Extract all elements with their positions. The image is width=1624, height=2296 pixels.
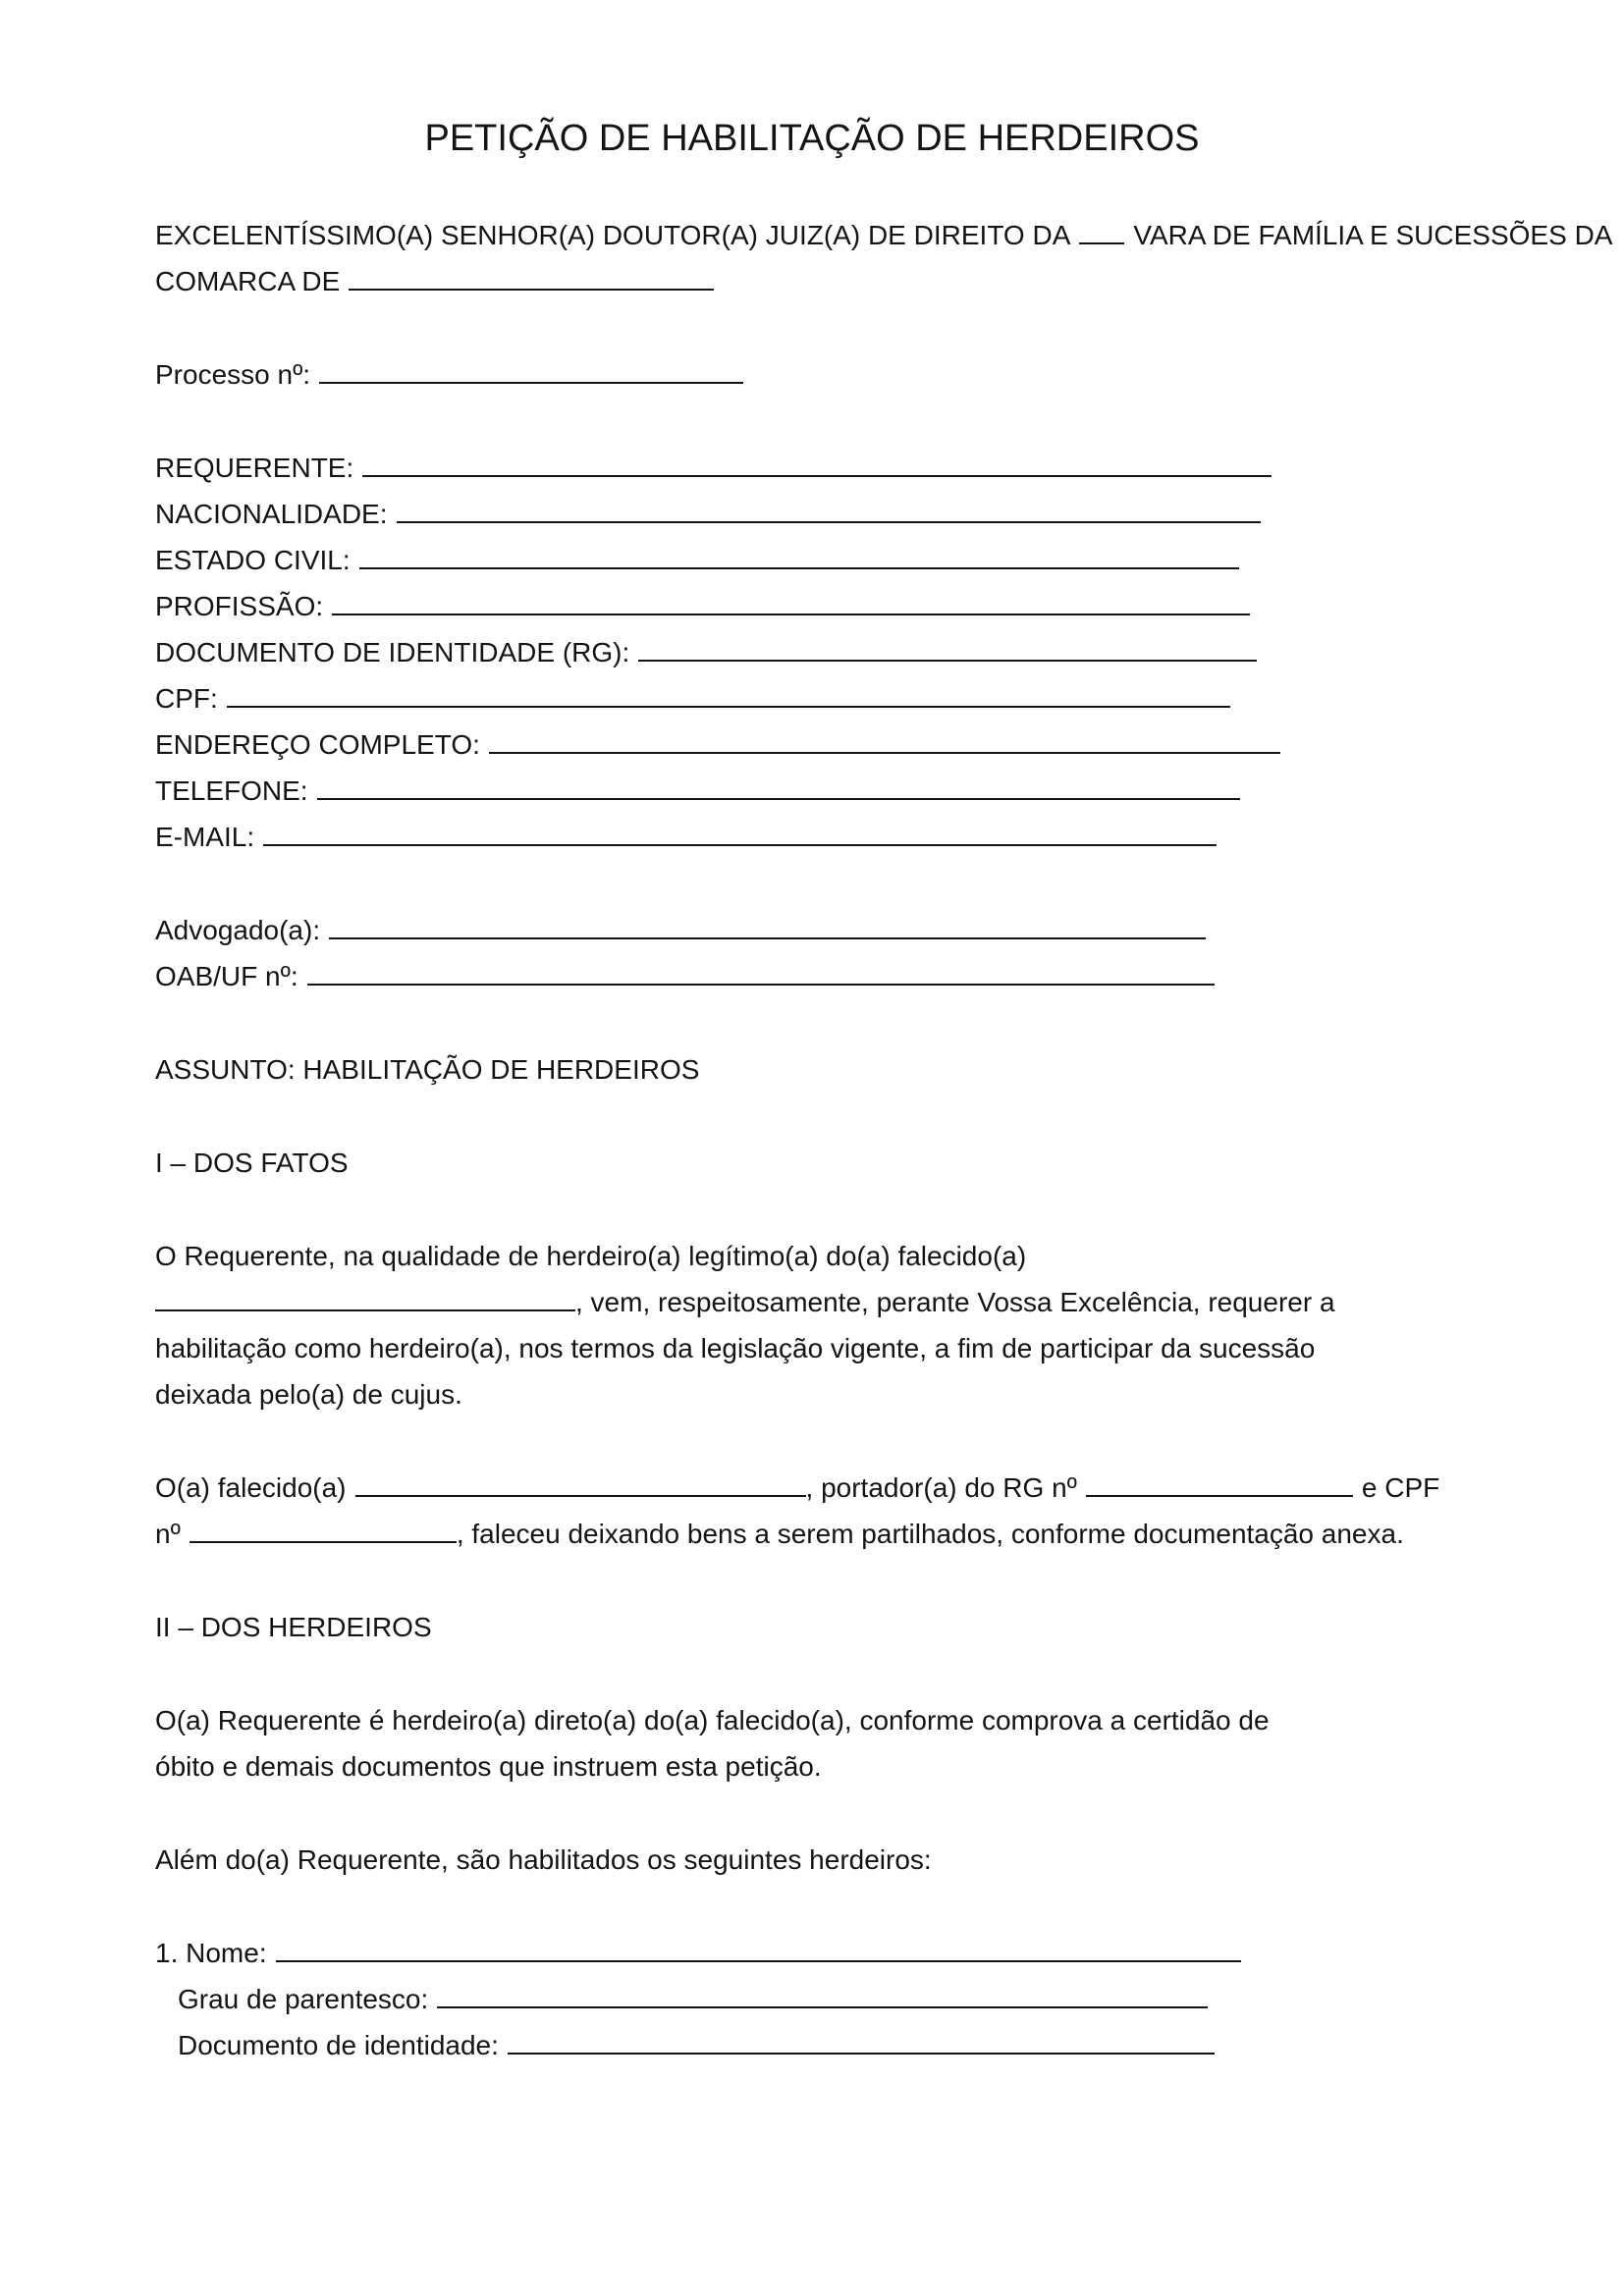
comarca-label: COMARCA DE xyxy=(155,266,341,296)
field-email xyxy=(155,820,1217,855)
fatos-text: O(a) falecido(a) xyxy=(155,1472,347,1503)
vara-number-blank xyxy=(1079,220,1124,244)
field-label: REQUERENTE: xyxy=(155,453,354,483)
field-label: CPF: xyxy=(155,683,218,714)
fatos-paragraph-2-line-2 xyxy=(155,1517,1404,1552)
section-heading-herdeiros: II – DOS HERDEIROS xyxy=(155,1612,432,1642)
field-label: Documento de identidade: xyxy=(178,2030,499,2060)
field-endereco xyxy=(155,727,1280,763)
field-estado-civil xyxy=(155,543,1239,578)
field-label: OAB/UF nº: xyxy=(155,961,298,991)
fatos-text: , vem, respeitosamente, perante Vossa Excelência, requerer a xyxy=(575,1287,1335,1317)
field-blank xyxy=(362,453,1272,477)
subject-line: ASSUNTO: HABILITAÇÃO DE HERDEIROS xyxy=(155,1054,700,1085)
field-blank xyxy=(276,1938,1241,1962)
section-heading-fatos: I – DOS FATOS xyxy=(155,1148,349,1178)
field-blank xyxy=(489,729,1280,754)
herdeiros-paragraph-2: Além do(a) Requerente, são habilitados os seguintes herdeiros: xyxy=(155,1844,932,1875)
field-label: 1. Nome: xyxy=(155,1938,267,1968)
field-advogado xyxy=(155,913,1206,948)
heir-1-kinship xyxy=(178,1982,1208,2017)
field-cpf xyxy=(155,681,1230,717)
field-telefone xyxy=(155,774,1240,809)
address-text-b: VARA DE FAMÍLIA E SUCESSÕES DA xyxy=(1133,220,1613,250)
cpf-number-blank xyxy=(189,1519,457,1543)
herdeiros-paragraph-1-line-1: O(a) Requerente é herdeiro(a) direto(a) do(a) falecido(a), conforme comprova a certidão de xyxy=(155,1705,1270,1735)
fatos-paragraph-1-line-4: deixada pelo(a) de cujus. xyxy=(155,1379,462,1410)
fatos-paragraph-1-line-1: O Requerente, na qualidade de herdeiro(a) legítimo(a) do(a) falecido(a) xyxy=(155,1241,1027,1271)
field-blank xyxy=(437,1984,1208,2008)
field-label: Grau de parentesco: xyxy=(178,1984,429,2014)
field-blank xyxy=(359,545,1239,569)
field-blank xyxy=(227,683,1230,708)
field-label: ENDEREÇO COMPLETO: xyxy=(155,729,480,760)
field-blank xyxy=(317,775,1240,800)
field-label: Advogado(a): xyxy=(155,915,321,945)
field-rg xyxy=(155,635,1257,670)
heir-1-name xyxy=(155,1936,1241,1971)
comarca-blank xyxy=(349,266,714,291)
field-requerente xyxy=(155,451,1272,486)
field-label: NACIONALIDADE: xyxy=(155,499,388,529)
heir-1-id-document xyxy=(178,2028,1215,2063)
rg-number-blank xyxy=(1086,1472,1353,1497)
field-blank xyxy=(638,637,1257,662)
field-label: E-MAIL: xyxy=(155,822,255,852)
fatos-text: , portador(a) do RG nº xyxy=(805,1472,1077,1503)
fatos-paragraph-1-line-2 xyxy=(155,1285,1335,1320)
fatos-text: , faleceu deixando bens a serem partilhados, conforme documentação anexa. xyxy=(456,1519,1404,1549)
herdeiros-paragraph-1-line-2: óbito e demais documentos que instruem esta petição. xyxy=(155,1751,822,1782)
address-text-a: EXCELENTÍSSIMO(A) SENHOR(A) DOUTOR(A) JUIZ(A) DE DIREITO DA xyxy=(155,220,1071,250)
process-blank xyxy=(319,359,743,384)
address-line-2 xyxy=(155,264,714,299)
field-blank xyxy=(508,2030,1215,2055)
field-label: ESTADO CIVIL: xyxy=(155,545,351,575)
field-blank xyxy=(307,961,1215,986)
deceased-name-blank xyxy=(355,1472,806,1497)
field-blank xyxy=(263,822,1217,846)
process-line xyxy=(155,357,743,393)
fatos-text: nº xyxy=(155,1519,181,1549)
fatos-paragraph-2-line-1 xyxy=(155,1470,1439,1506)
fatos-paragraph-1-line-3: habilitação como herdeiro(a), nos termos da legislação vigente, a fim de participar da sucessão xyxy=(155,1333,1316,1363)
field-oab xyxy=(155,959,1215,994)
field-label: TELEFONE: xyxy=(155,775,308,806)
field-blank xyxy=(329,915,1206,939)
address-line-1 xyxy=(155,218,1612,253)
process-label: Processo nº: xyxy=(155,359,311,390)
field-label: PROFISSÃO: xyxy=(155,591,324,621)
fatos-text: e CPF xyxy=(1361,1472,1440,1503)
field-blank xyxy=(332,591,1250,615)
document-title: PETIÇÃO DE HABILITAÇÃO DE HERDEIROS xyxy=(424,118,1200,159)
field-blank xyxy=(397,499,1261,523)
field-profissao xyxy=(155,589,1250,624)
field-nacionalidade xyxy=(155,497,1261,532)
deceased-name-blank xyxy=(155,1287,575,1311)
field-label: DOCUMENTO DE IDENTIDADE (RG): xyxy=(155,637,630,667)
